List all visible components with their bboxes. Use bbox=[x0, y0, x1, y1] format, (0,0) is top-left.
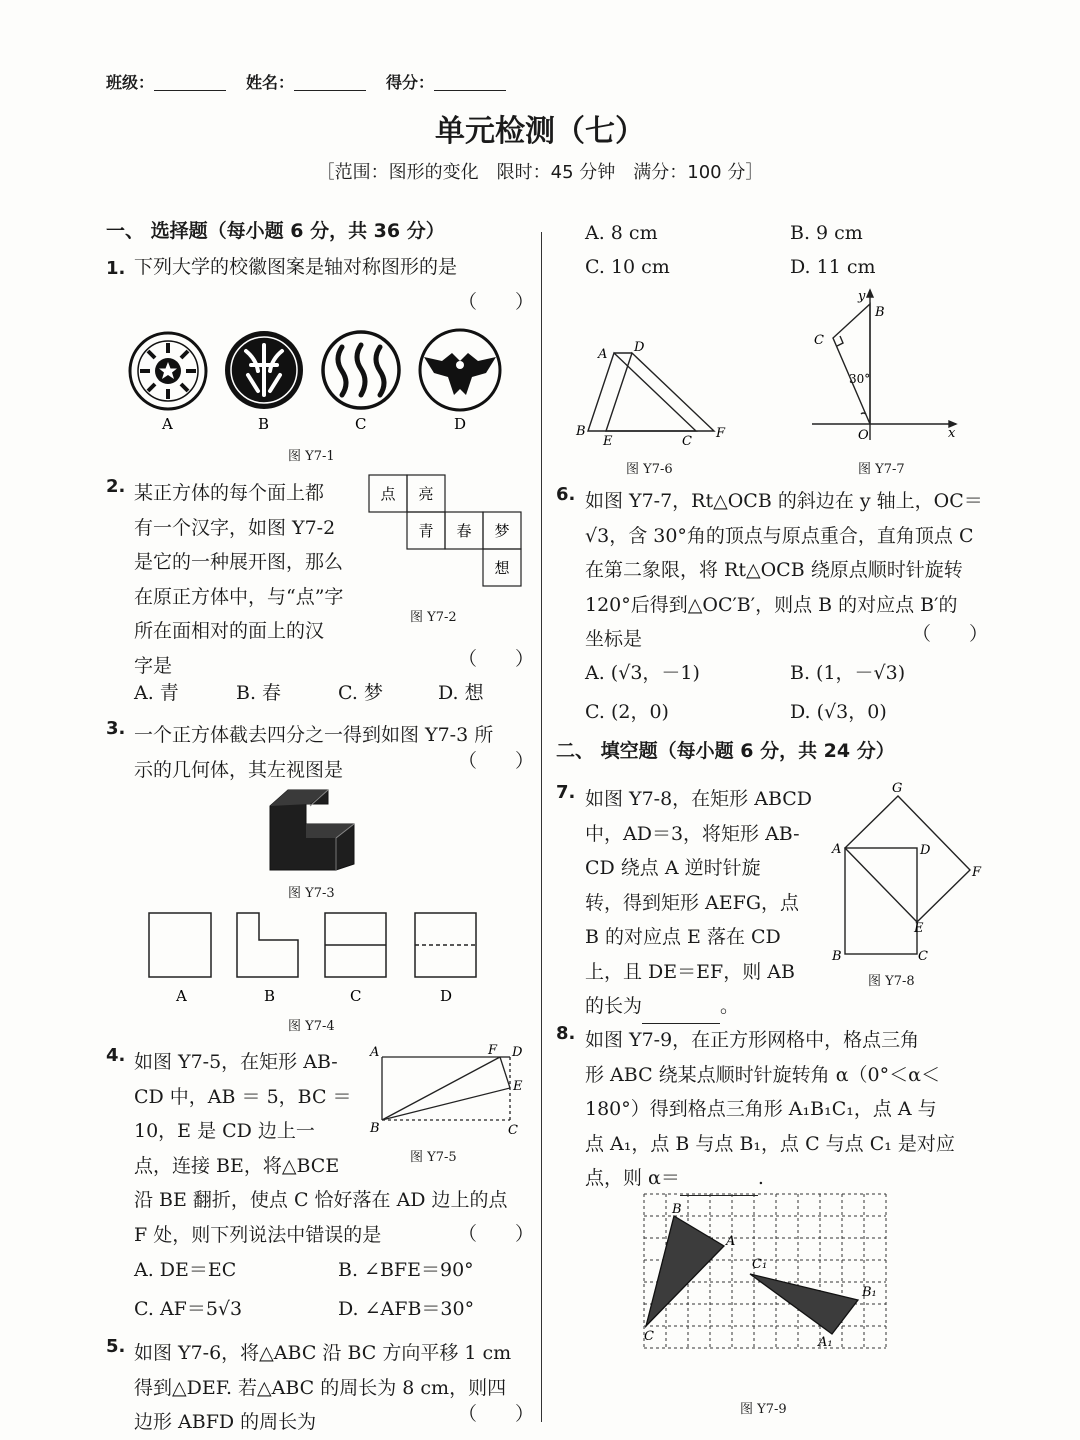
q6-line: 坐标是 bbox=[585, 628, 643, 650]
score-blank[interactable] bbox=[434, 74, 506, 91]
q4-option-a[interactable]: A. DE＝EC bbox=[134, 1259, 237, 1281]
q8-label: C bbox=[644, 1329, 654, 1344]
q6-line: 120°后得到△OC′B′，则点 B 的对应点 B′的 bbox=[585, 593, 958, 616]
q5-text bbox=[134, 1336, 511, 1440]
q5-line: 边形 ABFD 的周长为 bbox=[134, 1411, 317, 1433]
q5-label: C bbox=[682, 434, 692, 449]
q7-number: 7. bbox=[556, 782, 576, 803]
q7-last-line bbox=[585, 989, 812, 1024]
view-b bbox=[237, 913, 298, 977]
q2-answer-paren[interactable]: （ ） bbox=[458, 648, 535, 670]
q4-label: B bbox=[370, 1121, 380, 1136]
q2-line: 在原正方体中，与“点”字 bbox=[134, 585, 344, 608]
q4-label: E bbox=[513, 1079, 523, 1094]
q7-line: 如图 Y7-8，在矩形 ABCD bbox=[585, 788, 813, 810]
q4-line: CD 中，AB ＝ 5，BC ＝ bbox=[134, 1085, 352, 1108]
q6-line: √3，含 30°角的顶点与原点重合，直角顶点 C bbox=[585, 524, 974, 547]
q2-option-d[interactable]: D. 想 bbox=[438, 682, 484, 704]
q6-fig-label: C bbox=[814, 333, 824, 348]
class-label: 班级： bbox=[106, 73, 155, 92]
q4-label: F bbox=[488, 1043, 498, 1058]
q6-fig-label: O bbox=[858, 428, 869, 443]
q4-line: 10，E 是 CD 边上一 bbox=[134, 1120, 315, 1142]
view-a bbox=[149, 913, 211, 977]
q3-number: 3. bbox=[106, 718, 126, 739]
q2-option-a[interactable]: A. 青 bbox=[134, 682, 179, 704]
class-blank[interactable] bbox=[154, 74, 226, 91]
figure-y7-9 bbox=[636, 1186, 896, 1366]
q8-text bbox=[585, 1023, 955, 1196]
q3-answer-paren[interactable]: （ ） bbox=[458, 750, 535, 772]
q6-number: 6. bbox=[556, 484, 576, 505]
q5-option-d[interactable]: D. 11 cm bbox=[790, 256, 876, 278]
name-blank[interactable] bbox=[294, 74, 366, 91]
q8-end-mark: . bbox=[757, 1167, 764, 1189]
q2-number: 2. bbox=[106, 476, 126, 497]
q8-line: 形 ABC 绕某点顺时针旋转角 α（0°＜α＜ bbox=[585, 1063, 940, 1086]
q7-label: C bbox=[918, 949, 928, 964]
triangle-abc-grid bbox=[646, 1216, 724, 1326]
emblem-d bbox=[420, 330, 500, 410]
q7-line: 转，得到矩形 AEFG，点 bbox=[585, 891, 799, 914]
triangle-ocb bbox=[833, 304, 870, 424]
q2-line: 有一个汉字，如图 Y7-2 bbox=[134, 516, 336, 539]
q7-label: E bbox=[914, 921, 924, 936]
q8-label: B₁ bbox=[862, 1285, 877, 1300]
q1-text: 下列大学的校徽图案是轴对称图形的是 bbox=[134, 256, 458, 278]
q5-answer-paren[interactable]: （ ） bbox=[458, 1403, 535, 1425]
q5-label: D bbox=[634, 340, 645, 355]
q7-text bbox=[585, 782, 812, 1024]
q2-line: 某正方体的每个面上都 bbox=[134, 482, 325, 504]
q4-answer-paren[interactable]: （ ） bbox=[458, 1223, 535, 1245]
q8-number: 8. bbox=[556, 1023, 576, 1044]
emblem-a bbox=[130, 333, 206, 409]
q5-label: E bbox=[603, 434, 613, 449]
class-field bbox=[106, 74, 226, 91]
figure-y7-7 bbox=[808, 284, 968, 454]
q4-line: 点，连接 BE，将△BCE bbox=[134, 1154, 340, 1177]
q6-fig-label: x bbox=[948, 426, 956, 441]
q5-option-c[interactable]: C. 10 cm bbox=[585, 256, 670, 278]
q2-line: 是它的一种展开图，那么 bbox=[134, 551, 344, 573]
q3-option-b[interactable]: B bbox=[264, 987, 276, 1005]
caption-y7-4: 图 Y7-4 bbox=[288, 1019, 335, 1034]
net-cell: 点 bbox=[380, 485, 396, 503]
net-cell: 梦 bbox=[494, 522, 510, 540]
figure-y7-4-views bbox=[140, 908, 490, 1008]
q3-text bbox=[134, 718, 493, 787]
q4-option-d[interactable]: D. ∠AFB＝30° bbox=[338, 1298, 475, 1320]
net-cell: 青 bbox=[418, 522, 434, 540]
q6-fig-label: 30° bbox=[849, 372, 871, 386]
score-field bbox=[386, 74, 506, 91]
q8-label: C₁ bbox=[752, 1257, 768, 1272]
q1-answer-paren[interactable]: （ ） bbox=[458, 291, 535, 313]
net-cell: 想 bbox=[494, 559, 510, 577]
section1-title: 一、 选择题（每小题 6 分，共 36 分） bbox=[106, 220, 445, 242]
caption-y7-8: 图 Y7-8 bbox=[868, 974, 915, 989]
emblem-b bbox=[225, 331, 303, 409]
caption-y7-7: 图 Y7-7 bbox=[858, 462, 905, 477]
q2-text bbox=[134, 476, 343, 683]
q4-line: F 处，则下列说法中错误的是 bbox=[134, 1223, 382, 1246]
score-label: 得分： bbox=[386, 73, 435, 92]
q2-option-c[interactable]: C. 梦 bbox=[338, 682, 383, 704]
q6-option-b[interactable]: B. (1，－√3) bbox=[790, 662, 906, 684]
q7-line: CD 绕点 A 逆时针旋 bbox=[585, 857, 761, 879]
q1-option-b[interactable]: B bbox=[258, 415, 270, 433]
net-cell: 春 bbox=[456, 522, 472, 540]
q6-option-c[interactable]: C. (2，0) bbox=[585, 701, 669, 723]
q4-line: 沿 BE 翻折，使点 C 恰好落在 AD 边上的点 bbox=[134, 1189, 508, 1211]
q7-label: G bbox=[892, 781, 903, 796]
page-subtitle: ［范围：图形的变化 限时：45 分钟 满分：100 分］ bbox=[316, 162, 764, 183]
caption-y7-5: 图 Y7-5 bbox=[410, 1150, 457, 1165]
q3-option-d[interactable]: D bbox=[440, 987, 453, 1005]
q8-label: A₁ bbox=[818, 1335, 833, 1350]
q7-label: A bbox=[832, 842, 842, 857]
triangle-abc bbox=[588, 353, 696, 431]
column-divider bbox=[541, 232, 542, 1422]
q4-label: D bbox=[512, 1045, 523, 1060]
q3-line: 一个正方体截去四分之一得到如图 Y7-3 所 bbox=[134, 724, 494, 746]
figure-y7-5 bbox=[364, 1040, 534, 1140]
q2-line: 字是 bbox=[134, 654, 173, 677]
q1-option-c[interactable]: C bbox=[355, 415, 367, 433]
q3-option-c[interactable]: C bbox=[350, 987, 362, 1005]
q1-number: 1. bbox=[106, 258, 126, 279]
q6-answer-paren[interactable]: （ ） bbox=[912, 623, 989, 645]
q7-end-mark: 。 bbox=[720, 995, 740, 1017]
caption-y7-2: 图 Y7-2 bbox=[410, 610, 457, 625]
q8-line: 180°）得到格点三角形 A₁B₁C₁，点 A 与 bbox=[585, 1098, 937, 1120]
caption-y7-9: 图 Y7-9 bbox=[740, 1402, 787, 1417]
q4-number: 4. bbox=[106, 1045, 126, 1066]
caption-y7-6: 图 Y7-6 bbox=[626, 462, 673, 477]
q1-option-d[interactable]: D bbox=[454, 415, 467, 433]
q7-answer-blank[interactable] bbox=[642, 1007, 720, 1024]
q4-label: A bbox=[370, 1045, 380, 1060]
q7-line: B 的对应点 E 落在 CD bbox=[585, 926, 781, 948]
caption-y7-1: 图 Y7-1 bbox=[288, 449, 335, 464]
q4-option-b[interactable]: B. ∠BFE＝90° bbox=[338, 1259, 474, 1281]
net-cell: 亮 bbox=[418, 485, 434, 503]
triangle-def bbox=[606, 353, 714, 431]
q5-option-b[interactable]: B. 9 cm bbox=[790, 222, 863, 244]
figure-y7-6 bbox=[570, 335, 740, 450]
q7-line: 的长为 bbox=[585, 995, 643, 1017]
q1-option-a[interactable]: A bbox=[162, 415, 173, 433]
rectangle-abcd bbox=[845, 848, 917, 954]
q3-option-a[interactable]: A bbox=[176, 987, 187, 1005]
q6-option-a[interactable]: A. (√3，－1) bbox=[585, 662, 700, 684]
q8-line: 点 A₁，点 B 与点 B₁，点 C 与点 C₁ 是对应 bbox=[585, 1132, 955, 1155]
q8-line: 如图 Y7-9，在正方形网格中，格点三角 bbox=[585, 1029, 920, 1051]
figure-y7-2-net bbox=[368, 474, 528, 594]
q6-fig-label: B bbox=[875, 305, 885, 320]
view-d bbox=[415, 913, 476, 977]
q3-line: 示的几何体，其左视图是 bbox=[134, 758, 344, 781]
q6-line: 在第二象限，将 Rt△OCB 绕原点顺时针旋转 bbox=[585, 559, 963, 581]
q5-option-a[interactable]: A. 8 cm bbox=[585, 222, 658, 244]
q4-option-c[interactable]: C. AF＝5√3 bbox=[134, 1298, 243, 1320]
q5-number: 5. bbox=[106, 1336, 126, 1357]
name-label: 姓名： bbox=[246, 73, 295, 92]
q5-line: 如图 Y7-6，将△ABC 沿 BC 方向平移 1 cm bbox=[134, 1342, 512, 1364]
q7-line: 中，AD＝3，将矩形 AB- bbox=[585, 822, 800, 845]
figure-y7-8 bbox=[826, 776, 986, 976]
q6-option-d[interactable]: D. (√3，0) bbox=[790, 701, 887, 723]
q7-label: F bbox=[972, 865, 982, 880]
q8-label: B bbox=[672, 1202, 682, 1217]
q5-label: B bbox=[576, 424, 586, 439]
q8-line: 点，则 α＝ bbox=[585, 1167, 680, 1189]
emblem-c bbox=[323, 332, 399, 408]
name-field bbox=[246, 74, 366, 91]
q7-label: D bbox=[920, 843, 931, 858]
rectangle-aefg bbox=[845, 796, 970, 922]
q6-line: 如图 Y7-7，Rt△OCB 的斜边在 y 轴上，OC＝ bbox=[585, 490, 983, 512]
q7-line: 上，且 DE＝EF，则 AB bbox=[585, 960, 795, 983]
q2-option-b[interactable]: B. 春 bbox=[236, 682, 282, 704]
caption-y7-3: 图 Y7-3 bbox=[288, 886, 335, 901]
q4-label: C bbox=[508, 1123, 518, 1138]
figure-y7-1 bbox=[120, 325, 510, 440]
q5-label: F bbox=[716, 426, 726, 441]
view-c bbox=[325, 913, 386, 977]
q4-line: 如图 Y7-5，在矩形 AB- bbox=[134, 1051, 338, 1073]
q6-fig-label: y bbox=[858, 289, 866, 304]
q5-label: A bbox=[598, 347, 608, 362]
q2-line: 所在面相对的面上的汉 bbox=[134, 620, 325, 642]
q8-label: A bbox=[726, 1234, 736, 1249]
q7-label: B bbox=[832, 949, 842, 964]
q5-line: 得到△DEF. 若△ABC 的周长为 8 cm，则四 bbox=[134, 1376, 507, 1399]
section2-title: 二、 填空题（每小题 6 分，共 24 分） bbox=[556, 740, 895, 762]
figure-y7-3-solid bbox=[266, 782, 358, 872]
page-title: 单元检测（七） bbox=[435, 114, 645, 149]
